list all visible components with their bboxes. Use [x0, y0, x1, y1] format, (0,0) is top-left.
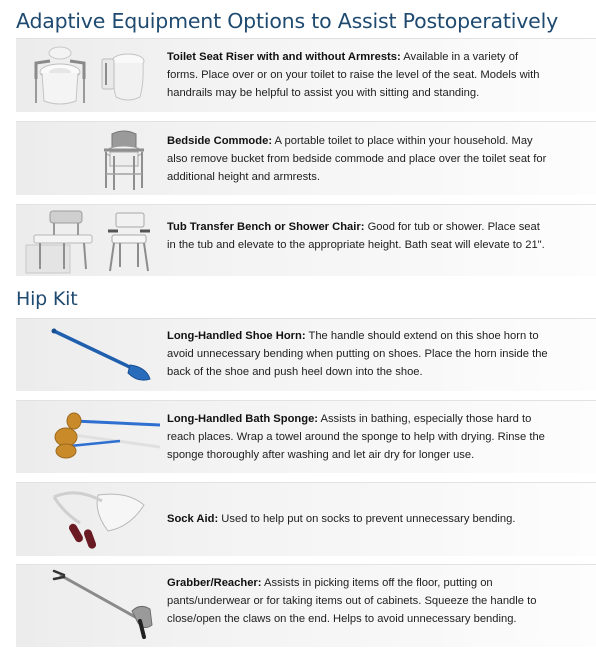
tub-transfer-bench-image: [20, 205, 160, 276]
equipment-detail: The handle should extend on this shoe horn to avoid unnecessary bending when putting on shoes. Place the horn inside the back of the shoe and push heel down into the shoe.: [167, 330, 548, 379]
equipment-card-bath-sponge: [16, 400, 596, 473]
equipment-card-tub-transfer-bench: [16, 204, 596, 276]
bath-sponge-image: [20, 401, 160, 473]
equipment-card-bedside-commode: [16, 121, 596, 195]
toilet-seat-riser-image: [20, 39, 160, 112]
equipment-card-shoe-horn: [16, 318, 596, 391]
equipment-name: Toilet Seat Riser with and without Armrests:: [167, 51, 401, 63]
section-title-hip-kit: Hip Kit: [16, 288, 78, 310]
equipment-detail: Assists in picking items off the floor, putting on pants/underwear or for taking items out of cabinets. Squeeze the handle to close/open the claws on the end. Helps to avoid unnecessary bending.: [167, 577, 537, 626]
equipment-description: [167, 510, 551, 528]
equipment-detail: Good for tub or shower. Place seat in the tub and elevate to the appropriate height. Bath seat will elevate to 21".: [167, 221, 545, 252]
equipment-name: Long-Handled Shoe Horn:: [167, 330, 306, 342]
page-title: Adaptive Equipment Options to Assist Postoperatively: [16, 9, 559, 33]
equipment-name: Grabber/Reacher:: [167, 577, 262, 589]
grabber-reacher-image: [20, 565, 160, 647]
equipment-description: [167, 574, 551, 629]
equipment-name: Tub Transfer Bench or Shower Chair:: [167, 221, 365, 233]
equipment-description: [167, 327, 551, 382]
equipment-description: [167, 132, 551, 187]
equipment-detail: Assists in bathing, especially those hard to reach places. Wrap a towel around the sponge to help with drying. Rinse the sponge thoroughly after washing and let air dry for longer use.: [167, 413, 545, 462]
bedside-commode-image: [20, 122, 160, 195]
equipment-description: [167, 48, 551, 103]
equipment-detail: A portable toilet to place within your household. May also remove bucket from bedside commode and place over the toilet seat for additional height and armrests.: [167, 135, 547, 184]
equipment-name: Long-Handled Bath Sponge:: [167, 413, 319, 425]
equipment-card-sock-aid: [16, 482, 596, 556]
equipment-detail: Used to help put on socks to prevent unnecessary bending.: [218, 513, 516, 525]
equipment-detail: Available in a variety of forms. Place over or on your toilet to raise the level of the seat. Models with handrails may be helpful to assist you with sitting and standing.: [167, 51, 540, 100]
equipment-name: Bedside Commode:: [167, 135, 273, 147]
equipment-card-toilet-seat-riser: [16, 38, 596, 112]
equipment-name: Sock Aid:: [167, 513, 219, 525]
sock-aid-image: [20, 483, 160, 556]
equipment-card-grabber-reacher: [16, 564, 596, 647]
equipment-description: [167, 218, 551, 254]
equipment-description: [167, 410, 551, 465]
shoe-horn-image: [20, 319, 160, 391]
